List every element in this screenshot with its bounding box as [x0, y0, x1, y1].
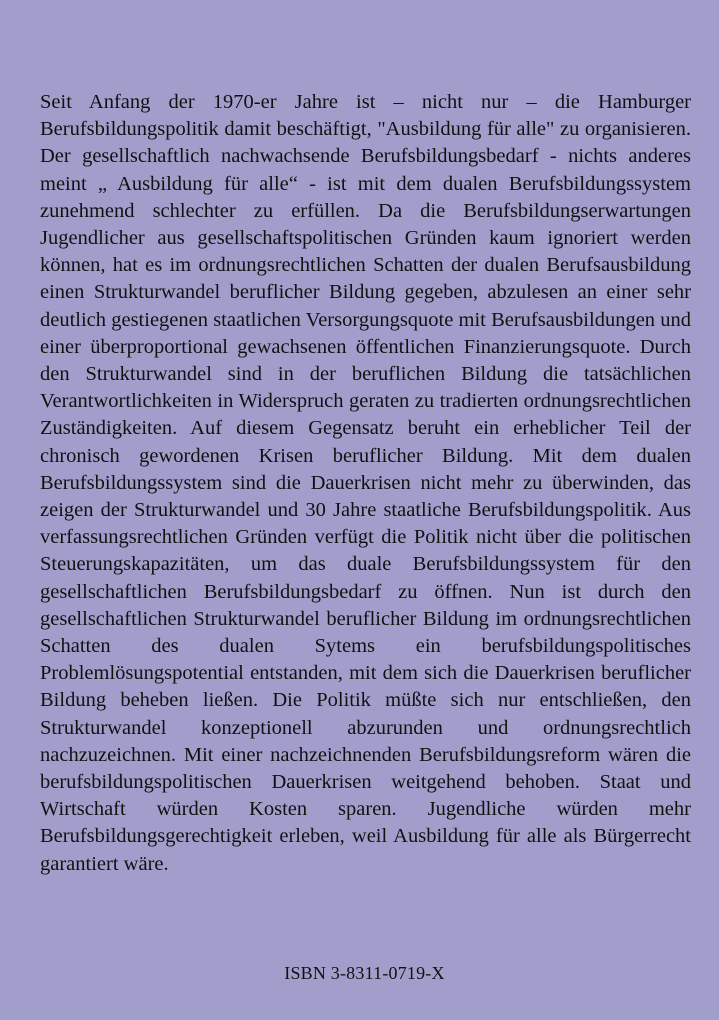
isbn-line [0, 962, 719, 984]
cover-blurb-text: Seit Anfang der 1970-er Jahre ist – nicht nur – die Hamburger Berufsbildungspolitik damit beschäftigt, "Ausbildung für alle" zu organisieren. Der gesellschaftlich nachwachsende Berufsbildungsbedarf - nichts anderes meint „ Ausbildung für alle“ - ist mit dem dualen Berufsbildungssystem zunehmend schlechter zu erfüllen. Da die Berufsbildungserwartungen Jugendlicher aus gesellschaftspolitischen Gründen kaum ignoriert werden können, hat es im ordnungsrechtlichen Schatten der dualen Berufsausbildung einen Strukturwandel beruflicher Bildung gegeben, abzulesen an einer sehr deutlich gestiegenen staatlichen Versorgungsquote mit Berufsausbildungen und einer überproportional gewachsenen öffentlichen Finanzierungsquote. Durch den Strukturwandel sind in der beruflichen Bildung die tatsächlichen Verantwortlichkeiten in Widerspruch geraten zu tradierten ordnungsrechtlichen Zuständigkeiten. Auf diesem Gegensatz beruht ein erheblicher Teil der chronisch gewordenen Krisen beruflicher Bildung. Mit dem dualen Berufsbildungssystem sind die Dauerkrisen nicht mehr zu überwinden, das zeigen der Strukturwandel und 30 Jahre staatliche Berufsbildungspolitik. Aus verfassungsrechtlichen Gründen verfügt die Politik nicht über die politischen Steuerungskapazitäten, um das duale Berufsbildungssystem für den gesellschaftlichen Berufsbildungsbedarf zu öffnen. Nun ist durch den gesellschaftlichen Strukturwandel beruflicher Bildung im ordnungsrechtlichen Schatten des dualen Sytems ein berufsbildungspolitisches Problemlösungspotential entstanden, mit dem sich die Dauerkrisen beruflicher Bildung beheben ließen. Die Politik müßte sich nur entschließen, den Strukturwandel konzeptionell abzurunden und ordnungsrechtlich nachzuzeichnen. Mit einer nachzeichnenden Berufsbildungsreform wären die berufsbildungspolitischen Dauerkrisen weitgehend behoben. Staat und Wirtschaft würden Kosten sparen. Jugendliche würden mehr Berufsbildungsgerechtigkeit erleben, weil Ausbildung für alle als Bürgerrecht garantiert wäre. [40, 91, 691, 875]
isbn-text: ISBN 3-8311-0719-X [284, 963, 445, 983]
